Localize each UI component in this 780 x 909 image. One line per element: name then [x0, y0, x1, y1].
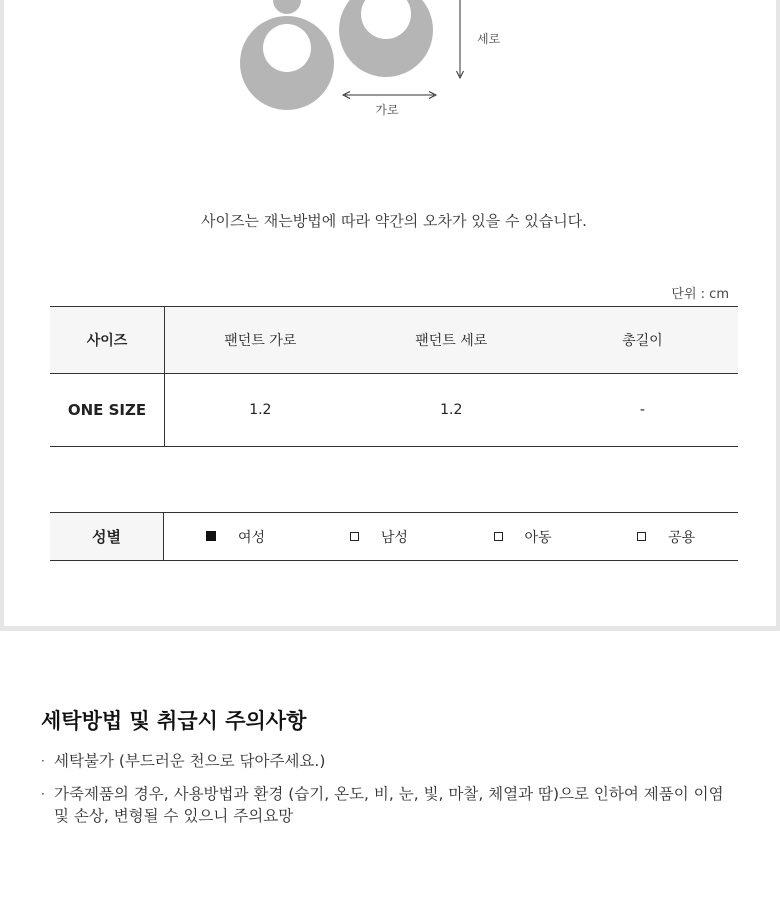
gender-option-label: 남성	[380, 529, 408, 546]
gender-table	[50, 512, 738, 561]
care-list	[41, 750, 741, 838]
care-item-text: 세탁불가 (부드러운 천으로 닦아주세요.)	[54, 752, 326, 770]
care-title: 세탁방법 및 취급시 주의사항	[41, 709, 307, 733]
gender-option-label: 여성	[238, 529, 266, 546]
unit-label: 단위 : cm	[671, 287, 729, 302]
total-length-header: 총길이	[622, 333, 663, 349]
height-dimension-arrow	[457, 0, 464, 78]
pendant-height-header: 팬던트 세로	[415, 333, 488, 349]
gender-option-female	[164, 513, 308, 561]
gender-option-label: 아동	[524, 529, 552, 546]
gender-option-unisex	[594, 513, 738, 561]
bullet-icon: ·	[41, 754, 45, 768]
measurement-notice: 사이즈는 재는방법에 따라 약간의 오차가 있을 수 있습니다.	[201, 212, 587, 230]
unchecked-box-icon	[637, 532, 646, 541]
pendant-width-header: 팬던트 가로	[224, 333, 297, 349]
size-cell: ONE SIZE	[50, 374, 165, 447]
earring-diagram	[4, 0, 780, 130]
unchecked-box-icon	[494, 532, 503, 541]
size-table-header-row	[50, 307, 738, 374]
unchecked-box-icon	[350, 532, 359, 541]
care-item-text: 가죽제품의 경우, 사용방법과 환경 (습기, 온도, 비, 눈, 빛, 마찰, 체열과 땀)으로 인하여 제품이 이염 및 손상, 변형될 수 있으니 주의요망	[54, 785, 724, 825]
width-label: 가로	[375, 103, 399, 117]
gender-row	[50, 513, 738, 561]
bullet-icon: ·	[41, 787, 45, 801]
pendant-height-cell: 1.2	[440, 402, 463, 418]
checked-box-icon	[206, 531, 216, 541]
width-dimension-arrow	[343, 92, 436, 99]
list-item	[41, 783, 741, 827]
gender-option-child	[451, 513, 595, 561]
gender-option-label: 공용	[668, 529, 696, 546]
table-row	[50, 374, 738, 447]
size-table	[50, 306, 738, 447]
gender-label: 성별	[50, 513, 164, 561]
pendant-width-cell: 1.2	[249, 402, 272, 418]
earring-illustration	[240, 0, 433, 110]
total-length-cell: -	[639, 402, 645, 418]
list-item	[41, 750, 741, 772]
height-label: 세로	[477, 32, 501, 46]
gender-option-male	[307, 513, 451, 561]
size-header: 사이즈	[50, 307, 165, 374]
